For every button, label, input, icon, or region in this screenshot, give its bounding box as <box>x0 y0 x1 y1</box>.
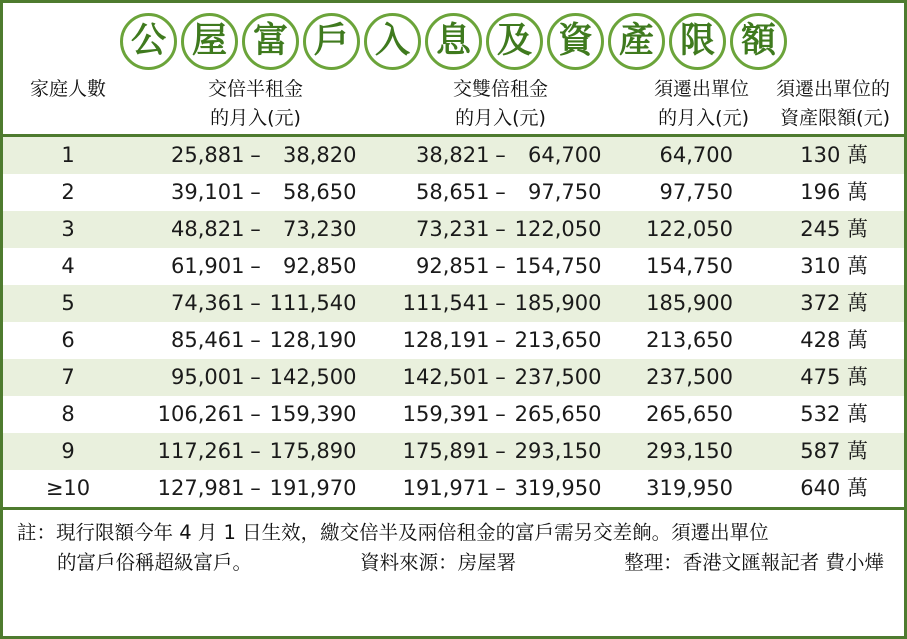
cell-eviction-income: 319,950 <box>646 475 733 500</box>
cell-eviction-income: 265,650 <box>646 401 733 426</box>
cell-household-size: 2 <box>61 179 75 204</box>
cell-half-rent-range: 127,981 – 191,970 <box>157 475 357 500</box>
title-char: 屋 <box>181 13 238 70</box>
column-header-eviction-income: 須遷出單位 的月入(元) <box>653 78 749 129</box>
title-char: 富 <box>242 13 299 70</box>
footnote-line-2-text: 的富戶俗稱超級富戶。 <box>57 551 253 575</box>
table-row <box>3 137 904 174</box>
page-title <box>3 3 904 73</box>
cell-half-rent-range: 106,261 – 159,390 <box>157 401 357 426</box>
cell-asset-limit: 310 萬 <box>800 253 868 278</box>
cell-eviction-income: 293,150 <box>646 438 733 463</box>
cell-double-rent-range: 175,891 – 293,150 <box>402 438 602 463</box>
table-row <box>3 211 904 248</box>
title-char: 額 <box>730 13 787 70</box>
footnote-line-2 <box>17 548 890 578</box>
title-char: 產 <box>608 13 665 70</box>
cell-household-size: 8 <box>61 401 75 426</box>
title-char: 限 <box>669 13 726 70</box>
cell-asset-limit: 130 萬 <box>800 142 868 167</box>
cell-eviction-income: 213,650 <box>646 327 733 352</box>
title-char: 資 <box>547 13 604 70</box>
title-char: 息 <box>425 13 482 70</box>
table-row <box>3 359 904 396</box>
table-row <box>3 396 904 433</box>
cell-eviction-income: 185,900 <box>646 290 733 315</box>
title-char: 公 <box>120 13 177 70</box>
cell-double-rent-range: 191,971 – 319,950 <box>402 475 602 500</box>
cell-household-size: 5 <box>61 290 75 315</box>
cell-half-rent-range: 95,001 – 142,500 <box>171 364 357 389</box>
cell-double-rent-range: 111,541 – 185,900 <box>402 290 602 315</box>
title-char: 入 <box>364 13 421 70</box>
cell-asset-limit: 640 萬 <box>800 475 868 500</box>
cell-double-rent-range: 128,191 – 213,650 <box>402 327 602 352</box>
cell-eviction-income: 237,500 <box>646 364 733 389</box>
table-row <box>3 322 904 359</box>
cell-asset-limit: 372 萬 <box>800 290 868 315</box>
column-header-half-rent: 交倍半租金 的月入(元) <box>207 78 303 129</box>
cell-asset-limit: 587 萬 <box>800 438 868 463</box>
cell-double-rent-range: 92,851 – 154,750 <box>416 253 602 278</box>
footnote <box>3 510 904 578</box>
cell-eviction-income: 64,700 <box>659 142 733 167</box>
cell-half-rent-range: 25,881 – 38,820 <box>171 142 357 167</box>
cell-half-rent-range: 117,261 – 175,890 <box>157 438 357 463</box>
cell-asset-limit: 532 萬 <box>800 401 868 426</box>
cell-half-rent-range: 39,101 – 58,650 <box>171 179 357 204</box>
cell-asset-limit: 475 萬 <box>800 364 868 389</box>
cell-household-size: 1 <box>61 142 75 167</box>
table-row <box>3 248 904 285</box>
cell-household-size: 4 <box>61 253 75 278</box>
cell-eviction-income: 122,050 <box>646 216 733 241</box>
cell-household-size: 9 <box>61 438 75 463</box>
cell-half-rent-range: 48,821 – 73,230 <box>171 216 357 241</box>
title-char: 及 <box>486 13 543 70</box>
cell-asset-limit: 428 萬 <box>800 327 868 352</box>
cell-half-rent-range: 85,461 – 128,190 <box>171 327 357 352</box>
table-body <box>3 137 904 507</box>
cell-double-rent-range: 159,391 – 265,650 <box>402 401 602 426</box>
column-header-household-size: 家庭人數 <box>29 78 106 100</box>
table-row <box>3 285 904 322</box>
cell-half-rent-range: 61,901 – 92,850 <box>171 253 357 278</box>
cell-household-size: 6 <box>61 327 75 352</box>
cell-double-rent-range: 73,231 – 122,050 <box>416 216 602 241</box>
cell-asset-limit: 245 萬 <box>800 216 868 241</box>
cell-household-size: 7 <box>61 364 75 389</box>
footnote-credit: 整理：香港文匯報記者 費小燁 <box>624 551 884 575</box>
cell-double-rent-range: 58,651 – 97,750 <box>416 179 602 204</box>
footnote-source: 資料來源：房屋署 <box>360 551 517 575</box>
cell-asset-limit: 196 萬 <box>800 179 868 204</box>
cell-half-rent-range: 74,361 – 111,540 <box>171 290 357 315</box>
footnote-line-1: 註：現行限額今年 4 月 1 日生效，繳交倍半及兩倍租金的富戶需另交差餉。須遷出單位 <box>17 521 769 544</box>
cell-eviction-income: 154,750 <box>646 253 733 278</box>
column-header-asset-limit: 須遷出單位的 資產限額(元) <box>775 78 890 129</box>
cell-double-rent-range: 38,821 – 64,700 <box>416 142 602 167</box>
cell-household-size: 3 <box>61 216 75 241</box>
cell-eviction-income: 97,750 <box>659 179 733 204</box>
title-char: 戶 <box>303 13 360 70</box>
cell-double-rent-range: 142,501 – 237,500 <box>402 364 602 389</box>
table-row <box>3 174 904 211</box>
table-row <box>3 433 904 470</box>
cell-household-size: ≥10 <box>45 475 91 500</box>
table-row <box>3 470 904 507</box>
column-header-double-rent: 交雙倍租金 的月入(元) <box>452 78 548 129</box>
table-header <box>3 73 904 137</box>
income-asset-limits-table <box>3 73 904 507</box>
